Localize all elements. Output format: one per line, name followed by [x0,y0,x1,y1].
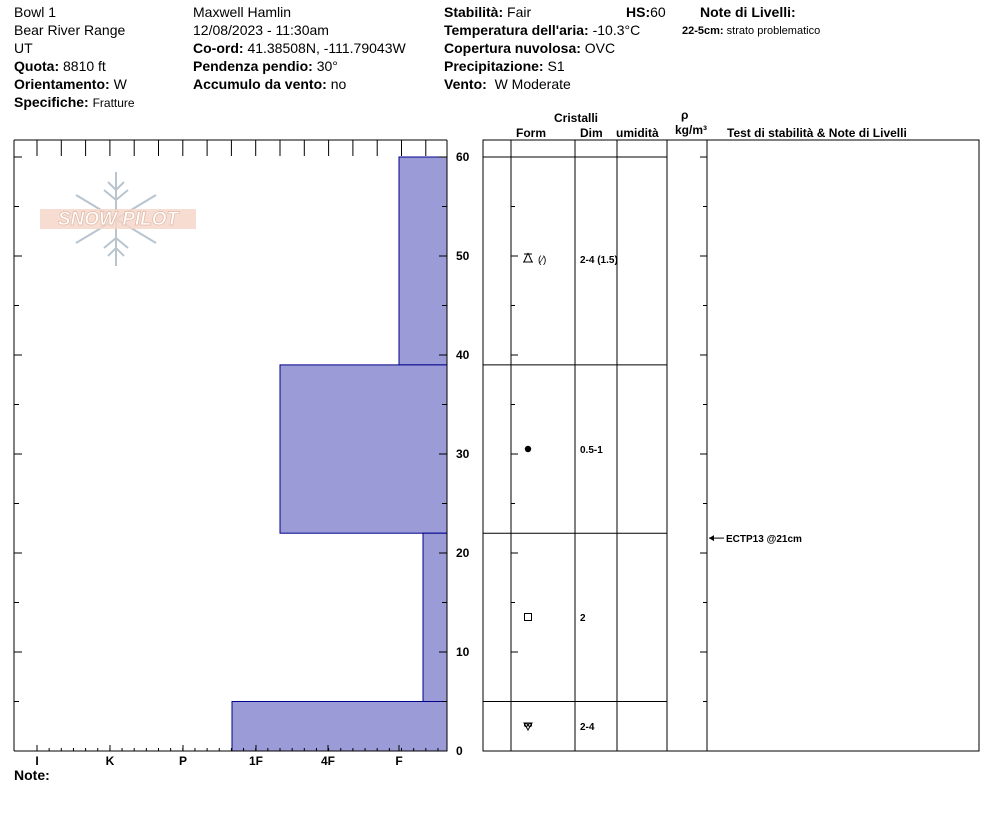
cloud-value: OVC [584,40,616,56]
form-secondary-text: (∕) [538,255,547,266]
hardness-bar [232,702,447,752]
observer-name: Maxwell Hamlin [193,4,292,20]
hardness-tick-label: 4F [320,754,336,768]
precip-value: S1 [547,58,565,74]
form-header: Form [516,126,546,140]
hardness-bar [280,365,447,533]
coord-value: 41.38508N, -111.79043W [247,40,406,56]
wind-load-value: no [330,76,347,92]
profile-table [483,140,979,751]
location-name: Bowl 1 [14,4,57,20]
hardness-bar [423,533,447,701]
wetness-header: umidità [616,126,659,140]
depth-tick-label: 20 [456,546,470,560]
aspect-value: W [113,76,127,92]
tests-header: Test di stabilità & Note di Livelli [727,126,907,140]
depth-tick-label: 10 [456,645,470,659]
depth-tick-label: 50 [456,249,470,263]
wind-value: W Moderate [494,76,571,92]
wind-label: Vento: [444,76,487,92]
air-temp-value: -10.3°C [592,22,641,38]
stellar-dendrite-icon [523,253,533,262]
slope-label: Pendenza pendio: [193,58,313,74]
cloud-label: Copertura nuvolosa: [444,40,581,56]
icon-circle [525,724,528,727]
layer-note-depth: 22-5cm: [682,25,724,37]
stability-test-label: ECTP13 @21cm [726,534,802,546]
hardness-tick-label: F [395,754,403,768]
elevation-value: 8810 ft [63,58,106,74]
precip-label: Precipitazione: [444,58,544,74]
stability-value: Fair [507,4,532,20]
obs-datetime: 12/08/2023 - 11:30am [193,22,329,38]
graupel-dot-icon [525,446,531,452]
crystal-size-label: 0.5-1 [580,445,603,456]
stability-label: Stabilità: [444,4,504,20]
faceted-square-icon [525,614,532,621]
hs-label: HS: [626,4,651,20]
specifics-value: Fratture [92,96,135,110]
wind-load-label: Accumulo da vento: [193,76,327,92]
crystal-size-label: 2 [580,613,586,624]
logo-text: SNOW PILOT [57,209,179,230]
crystal-size-label: 2-4 (1.5) [580,255,618,266]
hardness-tick-label: K [105,754,115,768]
hs-value: 60 [650,4,666,20]
crystal-size-label: 2-4 [580,722,595,733]
test-arrow-head [709,535,714,541]
icon-dot [525,446,531,452]
state-name: UT [14,40,33,56]
size-header: Dim [580,126,603,140]
note-label: Note: [14,767,50,783]
hardness-bar [399,157,447,365]
density-unit: kg/m³ [675,123,708,137]
coord-label: Co-ord: [193,40,244,56]
range-name: Bear River Range [14,22,126,38]
layer-notes-title: Note di Livelli: [700,4,796,20]
depth-tick-label: 40 [456,348,470,362]
hardness-tick-label: I [35,754,39,768]
crystals-header: Cristalli [554,111,599,125]
hardness-tick-label: P [178,754,188,768]
depth-tick-label: 0 [456,744,463,758]
density-symbol: ρ [681,108,689,122]
hardness-tick-label: 1F [248,754,264,768]
icon-circle [529,724,532,727]
depth-tick-label: 30 [456,447,470,461]
depth-tick-label: 60 [456,150,470,164]
elevation-label: Quota: [14,58,60,74]
depth-hoar-icon [524,723,532,730]
slope-value: 30° [316,58,338,74]
icon-square [525,614,532,621]
aspect-label: Orientamento: [14,76,110,92]
air-temp-label: Temperatura dell'aria: [444,22,589,38]
specifics-label: Specifiche: [14,94,89,110]
layer-note-text: strato problematico [726,25,821,37]
